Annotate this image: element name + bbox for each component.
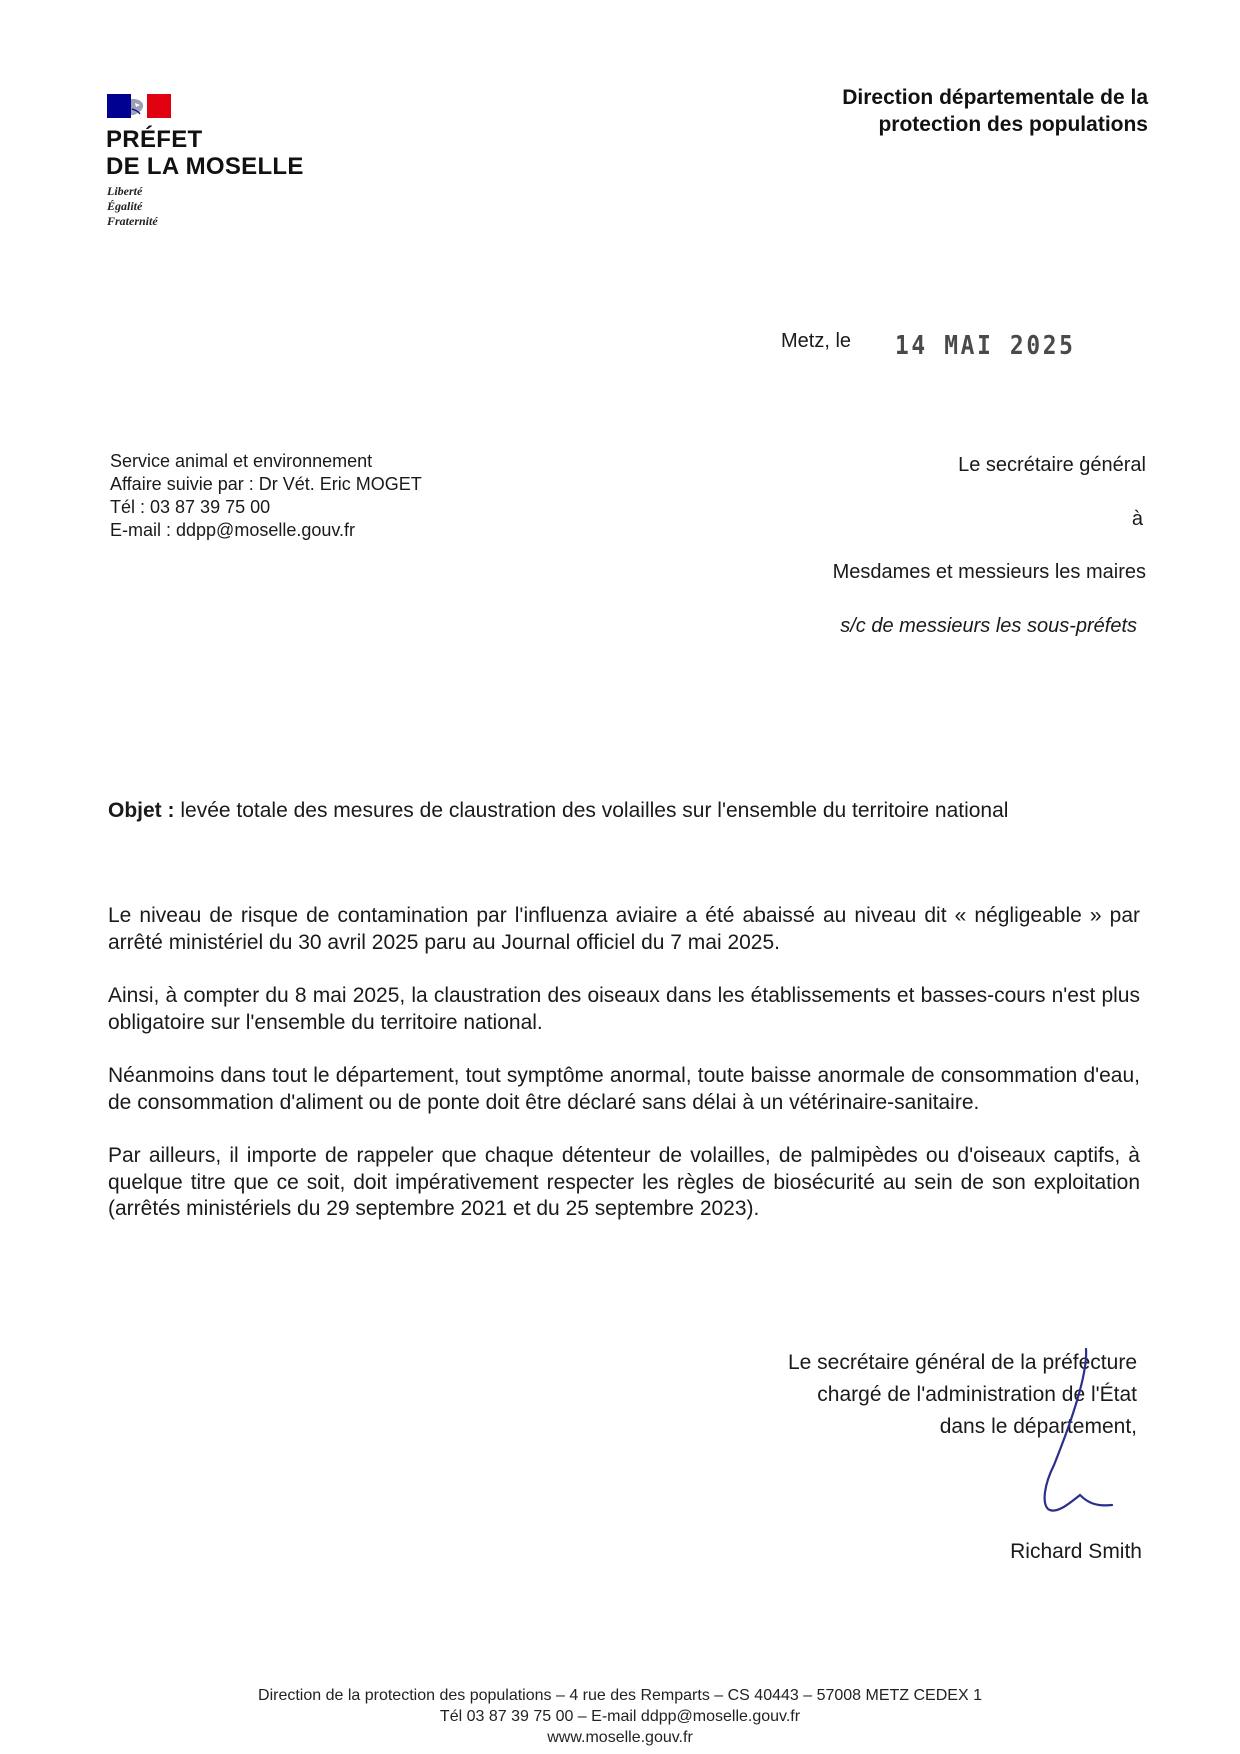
prefet-title-line2: DE LA MOSELLE	[106, 153, 304, 180]
footer	[0, 1685, 1240, 1748]
footer-website: www.moselle.gouv.fr	[547, 1729, 693, 1746]
direction-line2: protection des populations	[878, 113, 1148, 136]
service-email: E-mail : ddpp@moselle.gouv.fr	[110, 520, 356, 540]
body-paragraph: Le niveau de risque de contamination par l'influenza aviaire a été abaissé au niveau dit « négligeable » par arrêté ministériel du 30 avril 2025 paru au Journal officiel du 7 mai 2025.	[108, 904, 1140, 954]
letter-body	[108, 903, 1140, 1250]
service-followed-by: Affaire suivie par : Dr Vét. Eric MOGET	[110, 474, 422, 494]
body-paragraph: Ainsi, à compter du 8 mai 2025, la claustration des oiseaux dans les établissements et basses-cours n'est plus obligatoire sur l'ensemble du territoire national.	[108, 984, 1140, 1034]
direction-line1: Direction départementale de la	[842, 86, 1148, 109]
marianne-logo	[107, 93, 171, 119]
closing-line1: Le secrétaire général de la préfecture	[787, 1351, 1137, 1374]
motto-liberte: Liberté	[107, 184, 143, 198]
signature-stroke-icon	[1030, 1345, 1130, 1545]
body-paragraph: Par ailleurs, il importe de rappeler que chaque détenteur de volailles, de palmipèdes ou d'oiseaux captifs, à quelque titre que ce soit, doit impérativement respecter les règles de biosécurité au sein de son exploitation (arrêtés ministériels du 29 septembre 2021 et du 25 septembre 2023).	[108, 1144, 1140, 1220]
footer-address: Direction de la protection des populations – 4 rue des Remparts – CS 40443 – 57008 METZ CEDEX 1	[258, 1687, 982, 1704]
date-place: Metz, le	[781, 330, 852, 352]
recipient-to: à	[1131, 508, 1143, 530]
body-paragraph: Néanmoins dans tout le département, tout symptôme anormal, toute baisse anormale de consommation d'eau, de consommation d'aliment ou de ponte doit être déclaré sans délai à un vétérinaire-sanitaire.	[108, 1064, 1140, 1114]
recipient-via: s/c de messieurs les sous-préfets	[840, 615, 1137, 637]
objet-label: Objet :	[108, 799, 175, 822]
prefet-title-line1: PRÉFET	[106, 126, 203, 153]
objet-text: levée totale des mesures de claustration des volailles sur l'ensemble du territoire national	[180, 799, 1009, 822]
service-block	[110, 450, 422, 542]
footer-contact: Tél 03 87 39 75 00 – E-mail ddpp@moselle.gouv.fr	[439, 1708, 801, 1725]
closing-line2: chargé de l'administration de l'État	[817, 1383, 1137, 1406]
republic-motto	[107, 184, 158, 229]
motto-fraternite: Fraternité	[107, 214, 158, 228]
prefet-title	[106, 126, 304, 180]
closing-line3: dans le département,	[939, 1415, 1137, 1438]
motto-egalite: Égalité	[107, 199, 143, 213]
date-stamp: 14 MAI 2025	[895, 331, 1076, 361]
recipient-sender: Le secrétaire général	[958, 454, 1146, 476]
signatory-name: Richard Smith	[1010, 1540, 1142, 1563]
handwritten-signature	[1030, 1345, 1130, 1545]
marianne-flag-icon	[107, 93, 171, 119]
objet-line	[108, 799, 1008, 823]
direction-header	[842, 84, 1148, 138]
service-name: Service animal et environnement	[110, 451, 373, 471]
recipient-addressees: Mesdames et messieurs les maires	[832, 561, 1146, 583]
service-phone: Tél : 03 87 39 75 00	[110, 497, 271, 517]
